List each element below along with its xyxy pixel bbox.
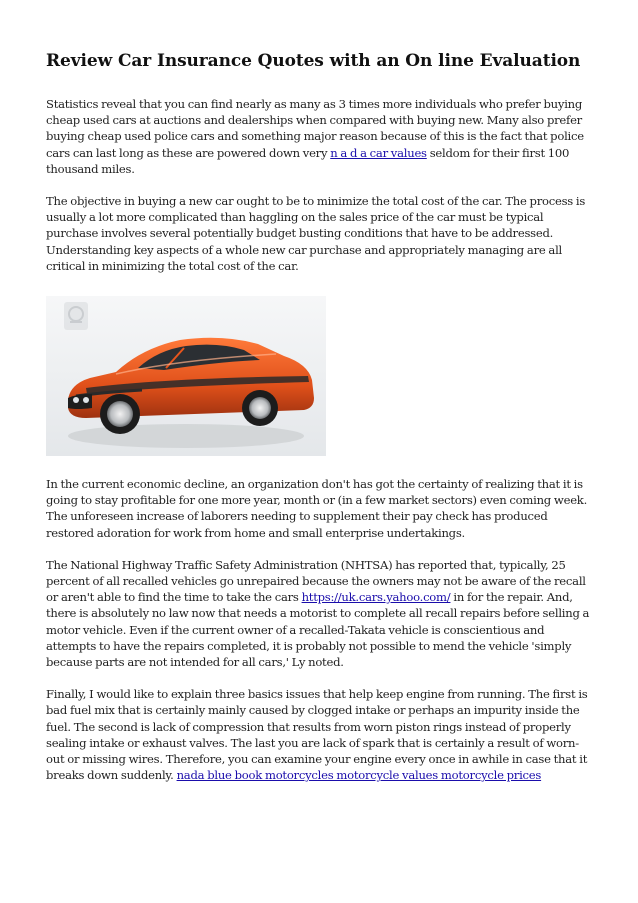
car-image <box>46 296 326 456</box>
motorcycle-values-link[interactable]: nada blue book motorcycles motorcycle values motorcycle prices <box>176 768 542 783</box>
paragraph-4-text-end: in for the repair. And, there is absolutely no law now that needs a motorist to complete all recall repairs before selling a motor vehicle. Even if the current owner of a recalled-Takata vehicle is conscientious and attempts to have the repairs completed, it is probably not possible to mend the vehicle 'simply because parts are not intended for all cars,' Ly noted. <box>46 590 590 670</box>
logo-watermark-icon <box>64 302 88 330</box>
paragraph-1-text-end: seldom for their first 100 thousand miles. <box>46 145 570 176</box>
paragraph-5-text: Finally, I would like to explain three basics issues that help keep engine from running. The first is bad fuel mix that is certainly mainly caused by clogged intake or perhaps an impurity inside the fuel. The second is lack of compression that results from worn piston rings instead of properly sealing intake or exhaust valves. The last you are lack of spark that is certainly a result of worn-out or missing wires. Therefore, you can examine your engine every once in awhile in case that it breaks down suddenly. <box>46 687 588 783</box>
paragraph-1-text-start: Statistics reveal that you can find nearly as many as 3 times more individuals who prefer buying cheap used cars at auctions and dealerships when compared with buying new. Many also prefer buying cheap used police cars and something major reason because of this is the fact that police cars can last long as these are powered down very <box>46 97 584 160</box>
paragraph-2: The objective in buying a new car ought to be to minimize the total cost of the car. The process is usually a lot more complicated than haggling on the sales price of the car must be typical purchase involves several potentially budget busting conditions that have to be addressed. Understanding key aspects of a whole new car purchase and appropriately managing are all critical in minimizing the total cost of the car. <box>46 194 586 273</box>
nada-car-values-link[interactable]: n a d a car values <box>330 145 427 160</box>
orange-muscle-car-illustration <box>46 296 326 456</box>
yahoo-cars-link[interactable]: https://uk.cars.yahoo.com/ <box>301 590 451 605</box>
paragraph-5 <box>46 686 593 783</box>
paragraph-4 <box>46 557 593 670</box>
paragraph-1 <box>46 96 593 177</box>
paragraph-4-text-start: The National Highway Traffic Safety Administration (NHTSA) has reported that, typically, 25 percent of all recalled vehicles go unrepaired because the owners may not be aware of the recall or aren't able to find the time to take the cars <box>46 557 586 605</box>
page-title: Review Car Insurance Quotes with an On line Evaluation <box>46 51 581 71</box>
paragraph-3: In the current economic decline, an organization don't has got the certainty of realizing that it is going to stay profitable for one more year, month or (in a few market sectors) even coming week. The unforeseen increase of laborers needing to supplement their pay check has produced restored adoration for work from home and small enterprise undertakings. <box>46 477 588 540</box>
